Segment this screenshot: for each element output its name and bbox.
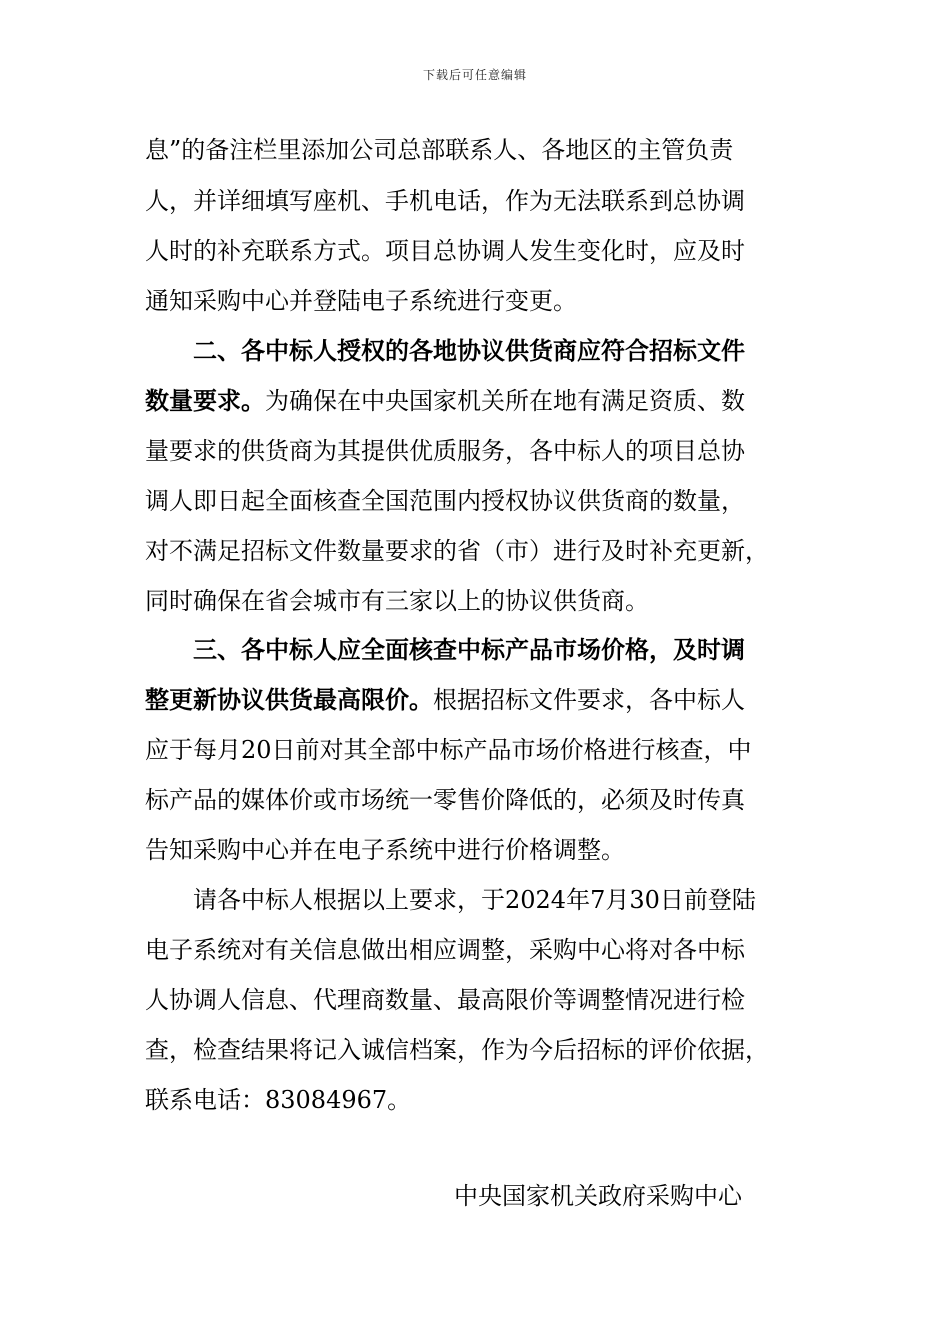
paragraph-4-line-1: 请各中标人根据以上要求，于2024年7月30日前登陆 — [193, 886, 756, 914]
paragraph-2-line-2 — [145, 381, 745, 421]
section-2-heading-line-1: 二、各中标人授权的各地协议供货商应符合招标文件 — [193, 336, 745, 365]
paragraph-2-line-5: 对不满足招标文件数量要求的省（市）进行及时补充更新， — [145, 537, 769, 565]
paragraph-3-line-2-text: 根据招标文件要求，各中标人 — [433, 686, 745, 714]
paragraph-3-line-4: 标产品的媒体价或市场统一零售价降低的，必须及时传真 — [145, 786, 745, 814]
paragraph-4-line-3: 人协调人信息、代理商数量、最高限价等调整情况进行检 — [145, 986, 745, 1014]
header-note: 下载后可任意编辑 — [422, 68, 527, 82]
section-2-heading-end: 数量要求。 — [145, 386, 265, 415]
paragraph-2-line-4: 调人即日起全面核查全国范围内授权协议供货商的数量， — [145, 487, 745, 515]
paragraph-1-line-1: 息”的备注栏里添加公司总部联系人、各地区的主管负责 — [145, 136, 734, 164]
paragraph-4-line-5: 联系电话：83084967。 — [145, 1086, 412, 1114]
paragraph-2-line-3: 量要求的供货商为其提供优质服务，各中标人的项目总协 — [145, 437, 745, 465]
paragraph-1-line-3: 人时的补充联系方式。项目总协调人发生变化时，应及时 — [145, 237, 745, 265]
section-3-heading-end: 整更新协议供货最高限价。 — [145, 685, 433, 714]
paragraph-2-line-6: 同时确保在省会城市有三家以上的协议供货商。 — [145, 587, 649, 615]
signature-organization: 中央国家机关政府采购中心 — [454, 1182, 742, 1210]
paragraph-3-line-3: 应于每月20日前对其全部中标产品市场价格进行核查，中 — [145, 736, 752, 764]
paragraph-1-line-4: 通知采购中心并登陆电子系统进行变更。 — [145, 287, 577, 315]
paragraph-3-line-2 — [145, 680, 745, 720]
section-3-heading-line-1: 三、各中标人应全面核查中标产品市场价格，及时调 — [193, 635, 745, 664]
paragraph-3-line-5: 告知采购中心并在电子系统中进行价格调整。 — [145, 836, 625, 864]
paragraph-4-line-4: 查，检查结果将记入诚信档案，作为今后招标的评价依据， — [145, 1036, 769, 1064]
paragraph-4-line-2: 电子系统对有关信息做出相应调整，采购中心将对各中标 — [145, 936, 745, 964]
paragraph-1-line-2: 人，并详细填写座机、手机电话，作为无法联系到总协调 — [145, 187, 745, 215]
paragraph-2-line-2-text: 为确保在中央国家机关所在地有满足资质、数 — [265, 387, 745, 415]
